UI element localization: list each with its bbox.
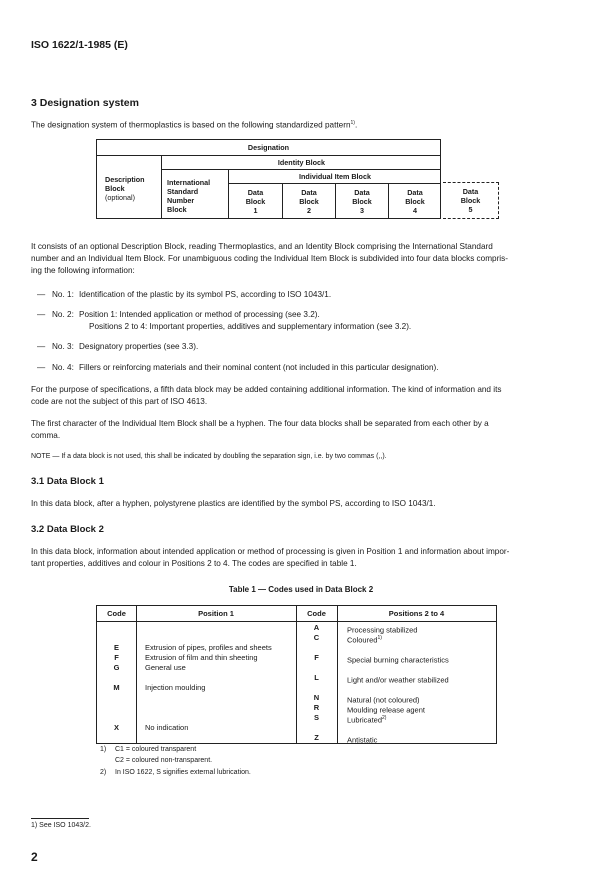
- description-text: Special burning characteristics: [347, 655, 449, 665]
- code-position-1: M: [113, 683, 120, 692]
- code-positions-2-4: A: [313, 623, 320, 632]
- code-positions-2-4: Z: [314, 733, 319, 742]
- code-positions-2-4: C: [313, 633, 320, 642]
- dash: —: [37, 310, 46, 319]
- desc-line: Description: [105, 175, 145, 184]
- identity-block-label: Identity Block: [161, 155, 441, 169]
- text-line: The first character of the Individual Item Block shall be a hyphen. The four data blocks shall be separated from each other by a: [31, 419, 489, 428]
- data-block-line: Data: [407, 188, 423, 197]
- section-3-1-heading: 3.1 Data Block 1: [31, 476, 104, 487]
- bullet-label: No. 1:: [52, 290, 74, 299]
- table-row: [97, 673, 496, 683]
- dash: —: [37, 363, 46, 372]
- data-block-line: 1: [253, 206, 258, 215]
- footnote-separator: [31, 818, 89, 819]
- data-block-5-optional: [443, 182, 499, 219]
- col-header-position-1: Position 1: [136, 606, 296, 622]
- table-row: [97, 713, 496, 723]
- dash: —: [37, 290, 46, 299]
- code-positions-2-4: F: [314, 653, 319, 662]
- data-block-line: 4: [413, 206, 417, 215]
- bullet-label: No. 4:: [52, 363, 74, 372]
- description-text: Coloured: [347, 635, 378, 645]
- description-text: Processing stabilized: [347, 625, 418, 635]
- position-1-description: General use: [145, 663, 186, 672]
- table-row: [97, 703, 496, 713]
- paragraph-first-character: [31, 418, 489, 442]
- code-position-1: X: [113, 723, 119, 732]
- data-block-line: Block: [245, 197, 266, 206]
- data-block-line: 3: [360, 206, 364, 215]
- footnote-line: C2 = coloured non-transparent.: [115, 757, 213, 764]
- footnote-ref: 1): [350, 120, 355, 126]
- col-header-code-2: Code: [296, 606, 337, 622]
- table-row: [97, 693, 496, 703]
- data-block-line: Block: [299, 197, 319, 206]
- section-3-1-text: In this data block, after a hyphen, polystyrene plastics are identified by the symbol PS, according to ISO 1043/1.: [31, 499, 436, 508]
- isn-line: Block: [167, 205, 187, 214]
- text-line: For the purpose of specifications, a fifth data block may be added containing additional information. The kind of information and its: [31, 385, 502, 394]
- bullet-line: Identification of the plastic by its symbol PS, according to ISO 1043/1.: [79, 290, 332, 299]
- footnote-line: C1 = coloured transparent: [115, 746, 197, 753]
- code-positions-2-4: N: [313, 693, 320, 702]
- page-footnote: 1) See ISO 1043/2.: [31, 822, 91, 829]
- data-block-3: [335, 183, 388, 219]
- data-block-line: Block: [405, 197, 425, 206]
- text-line: In this data block, information about intended application or method of processing is given in Position 1 and information about impor-: [31, 547, 510, 556]
- description-text: Moulding release agent: [347, 705, 425, 715]
- table-row: [97, 723, 496, 733]
- data-block-line: Data: [354, 188, 370, 197]
- col-header-positions-2-4: Positions 2 to 4: [337, 606, 496, 622]
- section-3-2-text: [31, 546, 509, 570]
- section-3-heading: 3 Designation system: [31, 97, 139, 109]
- data-block-line: Data: [247, 188, 264, 197]
- designation-diagram: [96, 139, 441, 219]
- page-number: 2: [31, 850, 38, 864]
- text-line: It consists of an optional Description Block, reading Thermoplastics, and an Identity Block comprising the International Standard: [31, 242, 493, 251]
- db5-line: 5: [468, 205, 473, 214]
- bullet-label: No. 3:: [52, 342, 74, 351]
- footnote-ref: 2): [382, 715, 387, 721]
- db5-line: Data: [462, 187, 479, 196]
- description-text: Light and/or weather stabilized: [347, 675, 449, 685]
- isn-line: Standard: [167, 187, 199, 196]
- db5-line: Block: [460, 196, 481, 205]
- data-block-line: Block: [352, 197, 372, 206]
- isn-line: International: [167, 178, 211, 187]
- data-block-line: 2: [307, 206, 311, 215]
- code-position-1: F: [114, 653, 119, 662]
- description-block-cell: [97, 155, 161, 219]
- data-block-2: [282, 183, 335, 219]
- table-row: [97, 643, 496, 653]
- international-standard-number-cell: [161, 169, 228, 219]
- table-caption: Table 1 — Codes used in Data Block 2: [228, 585, 374, 594]
- individual-item-block-label: Individual Item Block: [228, 169, 441, 183]
- positions-2-4-description: [347, 733, 377, 746]
- table-row: [97, 733, 496, 743]
- bullet-label: No. 2:: [52, 310, 74, 319]
- codes-table: [96, 605, 497, 744]
- code-position-1: E: [113, 643, 119, 652]
- text-line: tant properties, additives and colour in Positions 2 to 4. The codes are specified in table 1.: [31, 559, 357, 568]
- code-positions-2-4: R: [313, 703, 320, 712]
- data-block-1: [228, 183, 282, 219]
- desc-line: (optional): [105, 193, 135, 202]
- footnote-ref: 1): [377, 635, 382, 641]
- bullet-line: Fillers or reinforcing materials and their nominal content (not included in this particular designation).: [79, 363, 439, 372]
- bullet-line: Position 1: Intended application or method of processing (see 3.2).: [79, 310, 320, 319]
- code-positions-2-4: L: [314, 673, 319, 682]
- text-line: ing the following information:: [31, 266, 135, 275]
- data-block-line: Data: [301, 188, 317, 197]
- table-row: [97, 683, 496, 693]
- footnote-line: In ISO 1622, S signifies external lubrication.: [115, 769, 251, 776]
- code-position-1: G: [113, 663, 120, 672]
- table-row: [97, 653, 496, 663]
- footnote-number: 1): [100, 746, 107, 753]
- paragraph-fifth-block: [31, 384, 501, 408]
- note: NOTE — If a data block is not used, this shall be indicated by doubling the separation sign, i.e. by two commas (,,).: [31, 453, 387, 460]
- dash: —: [37, 342, 46, 351]
- paragraph-consists: [31, 241, 508, 277]
- desc-line: Block: [105, 184, 125, 193]
- position-1-description: Extrusion of pipes, profiles and sheets: [145, 643, 272, 652]
- isn-line: Number: [167, 196, 195, 205]
- designation-label: Designation: [247, 143, 290, 152]
- footnote-number: 2): [100, 769, 107, 776]
- code-positions-2-4: S: [313, 713, 319, 722]
- text-line: comma.: [31, 431, 61, 440]
- description-text: Antistatic: [347, 735, 378, 745]
- document-header: ISO 1622/1-1985 (E): [31, 39, 128, 51]
- text-line: code are not the subject of this part of ISO 4613.: [31, 397, 208, 406]
- table-row: [97, 623, 496, 633]
- bullet-line: Designatory properties (see 3.3).: [79, 342, 199, 351]
- position-1-description: No indication: [145, 723, 189, 732]
- col-header-code: Code: [97, 606, 136, 622]
- intro-text: The designation system of thermoplastics is based on the following standardized pattern: [31, 120, 351, 130]
- description-text: Lubricated: [347, 715, 383, 725]
- section-3-2-heading: 3.2 Data Block 2: [31, 524, 104, 535]
- data-block-4: [388, 183, 441, 219]
- section-3-intro: The designation system of thermoplastics is based on the following standardized pattern$^{1)}$.: [31, 120, 358, 130]
- description-text: Natural (not coloured): [347, 695, 420, 705]
- bullet-line: Positions 2 to 4: Important properties, additives and supplementary information (see 3.2).: [89, 322, 412, 331]
- position-1-description: Injection moulding: [145, 683, 206, 692]
- text-line: number and an Individual Item Block. For unambiguous coding the Individual Item Block is subdivided into four data blocks compris-: [31, 254, 508, 263]
- table-row: [97, 633, 496, 643]
- position-1-description: Extrusion of film and thin sheeting: [145, 653, 258, 662]
- table-row: [97, 663, 496, 673]
